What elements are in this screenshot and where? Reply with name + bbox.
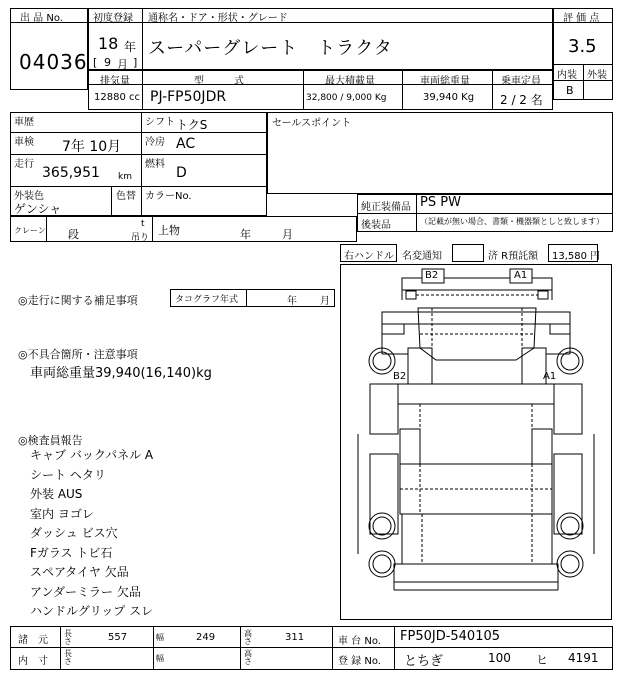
exterior-label: 外装 — [587, 70, 607, 81]
reg-class: 100 — [488, 651, 511, 665]
mileage-unit: km — [118, 172, 132, 182]
ac-value: AC — [176, 136, 196, 152]
chassis-front — [398, 384, 554, 404]
aftermarket-label: 後装品 — [361, 220, 391, 231]
reg-number: 4191 — [568, 651, 599, 665]
inspector-item: ハンドルグリップ スレ — [30, 604, 154, 618]
history-label: 車歴 — [14, 117, 34, 128]
marker-a1-top: A1 — [514, 270, 528, 281]
interior-label: 内装 — [557, 70, 577, 81]
inspector-item: アンダーミラー 欠品 — [30, 584, 141, 599]
inspector-item: キャブ バックパネル A — [30, 448, 154, 462]
sticker-label: 济 R預託額 — [488, 251, 539, 262]
right-hand-label: 右ハンドル — [344, 251, 394, 262]
inspector-list — [30, 446, 153, 622]
marker-b2-left: B2 — [393, 371, 407, 382]
max-load-value: 32,800 / 9,000 Kg — [306, 93, 387, 103]
length-label: 長さ — [64, 629, 72, 646]
capacity-label: 乗車定員 — [501, 76, 541, 87]
dims-label: 諸 元 — [18, 635, 48, 646]
shift-label: シフト — [145, 117, 175, 128]
reg-month-unit: 月 — [117, 58, 128, 71]
mirror-left — [406, 291, 416, 299]
ext-color-label: 外装色 — [14, 191, 44, 202]
equipment-label: 純正装備品 — [361, 202, 411, 213]
crane-hang: 吊り — [131, 233, 150, 243]
upper-year: 年 — [240, 228, 251, 241]
name-change-box — [452, 244, 484, 262]
upper-month: 月 — [282, 228, 293, 241]
lot-number: 04036 — [19, 50, 88, 74]
width-value: 249 — [196, 632, 216, 643]
reg-region: とちぎ — [404, 654, 444, 669]
color-code-label: 色替 — [116, 191, 136, 202]
inspection-value: 7年 10月 — [62, 139, 122, 155]
mileage-label: 走行 — [14, 159, 34, 170]
inner-len-label: 長さ — [64, 649, 72, 666]
chassis-label: 車 台 No. — [338, 636, 381, 647]
reg-year-unit: 年 — [124, 40, 137, 54]
name-label: 通称名・ドア・形状・グレード — [148, 13, 288, 24]
inner-height-label: 高さ — [244, 649, 252, 666]
mileage-value: 365,951 — [42, 165, 100, 181]
inspection-label: 車検 — [14, 137, 34, 148]
defect-title: ◎不具合箇所・注意事項 — [18, 348, 138, 361]
reg-year: 18 — [98, 34, 119, 53]
fuel-label: 燃料 — [145, 159, 165, 170]
cab-door-left — [408, 348, 432, 384]
reg-label: 登 録 No. — [338, 656, 381, 667]
score-label: 評 価 点 — [563, 13, 600, 24]
inspector-item: スペアタイヤ 欠品 — [30, 565, 129, 579]
footer-table — [10, 626, 613, 670]
first-reg-label: 初度登録 — [93, 13, 133, 24]
width-label: 幅 — [156, 633, 164, 642]
running-title: ◎走行に関する補足事項 — [18, 294, 138, 307]
inspector-item: ダッシュ ビス穴 — [30, 526, 118, 540]
interior-grade: B — [566, 84, 574, 97]
inner-width-label: 幅 — [156, 654, 164, 663]
inner-label: 内 寸 — [18, 656, 48, 667]
rear-bumper — [394, 564, 558, 582]
length-value: 557 — [108, 632, 128, 643]
chassis-rear — [402, 514, 552, 564]
mirror-right — [538, 291, 548, 299]
height-value: 311 — [285, 632, 305, 643]
sales-point-label: セールスポイント — [272, 118, 352, 129]
inspector-item: 室内 ヨゴレ — [30, 506, 94, 521]
height-label: 高さ — [244, 629, 252, 646]
inspector-item: Fガラス トビ石 — [30, 545, 113, 560]
ac-label: 冷房 — [145, 137, 165, 148]
displacement-label: 排気量 — [100, 76, 130, 87]
crane-label: クレーン — [14, 226, 46, 235]
tacho-year: 年 — [287, 296, 297, 307]
tachograph-label: タコグラフ年式 — [175, 295, 239, 305]
chassis-value: FP50JD-540105 — [400, 629, 501, 644]
deposit-value: 13,580 円 — [552, 251, 601, 262]
reg-kana: ヒ — [536, 653, 549, 667]
tacho-month: 月 — [320, 296, 330, 307]
aftermarket-note: （記載が無い場合、書類・機器類としと致します） — [420, 217, 604, 226]
reg-month: 9 — [104, 56, 111, 69]
upper-label: 上物 — [158, 224, 180, 237]
inspector-item: 外装 AUS — [30, 487, 83, 501]
name-change-label: 名変通知 — [402, 251, 442, 262]
total-weight-label: 車両総重量 — [420, 76, 470, 87]
truck-diagram — [340, 264, 612, 620]
color-no-label: カラーNo. — [145, 191, 192, 202]
crane-ton: t — [141, 219, 145, 229]
max-load-label: 最大積載量 — [325, 76, 375, 87]
vehicle-name: スーパーグレート トラクタ — [148, 38, 393, 59]
marker-b2-top: B2 — [425, 270, 439, 281]
model-label: 型 式 — [194, 76, 244, 87]
marker-a1-right: A1 — [543, 371, 557, 382]
score-value: 3.5 — [568, 36, 597, 57]
inspector-title: ◎検査員報告 — [18, 434, 83, 447]
model-value: PJ-FP50JDR — [150, 89, 227, 105]
total-weight-value: 39,940 Kg — [423, 92, 475, 103]
defect-text: 車両総重量39,940(16,140)kg — [30, 366, 212, 381]
ext-color-value: ゲンシャ — [14, 202, 62, 216]
displacement-value: 12880 cc — [94, 92, 140, 103]
cab-top — [382, 312, 570, 324]
crane-step: 段 — [68, 228, 79, 241]
lot-label: 出 品 No. — [20, 13, 63, 24]
shift-value: トクS — [176, 118, 208, 132]
fuel-value: D — [176, 165, 187, 181]
crane-row — [10, 216, 357, 242]
inspector-item: シート ヘタリ — [30, 467, 106, 482]
capacity-value: 2 / 2 名 — [500, 93, 543, 107]
equipment-value: PS PW — [420, 195, 461, 210]
